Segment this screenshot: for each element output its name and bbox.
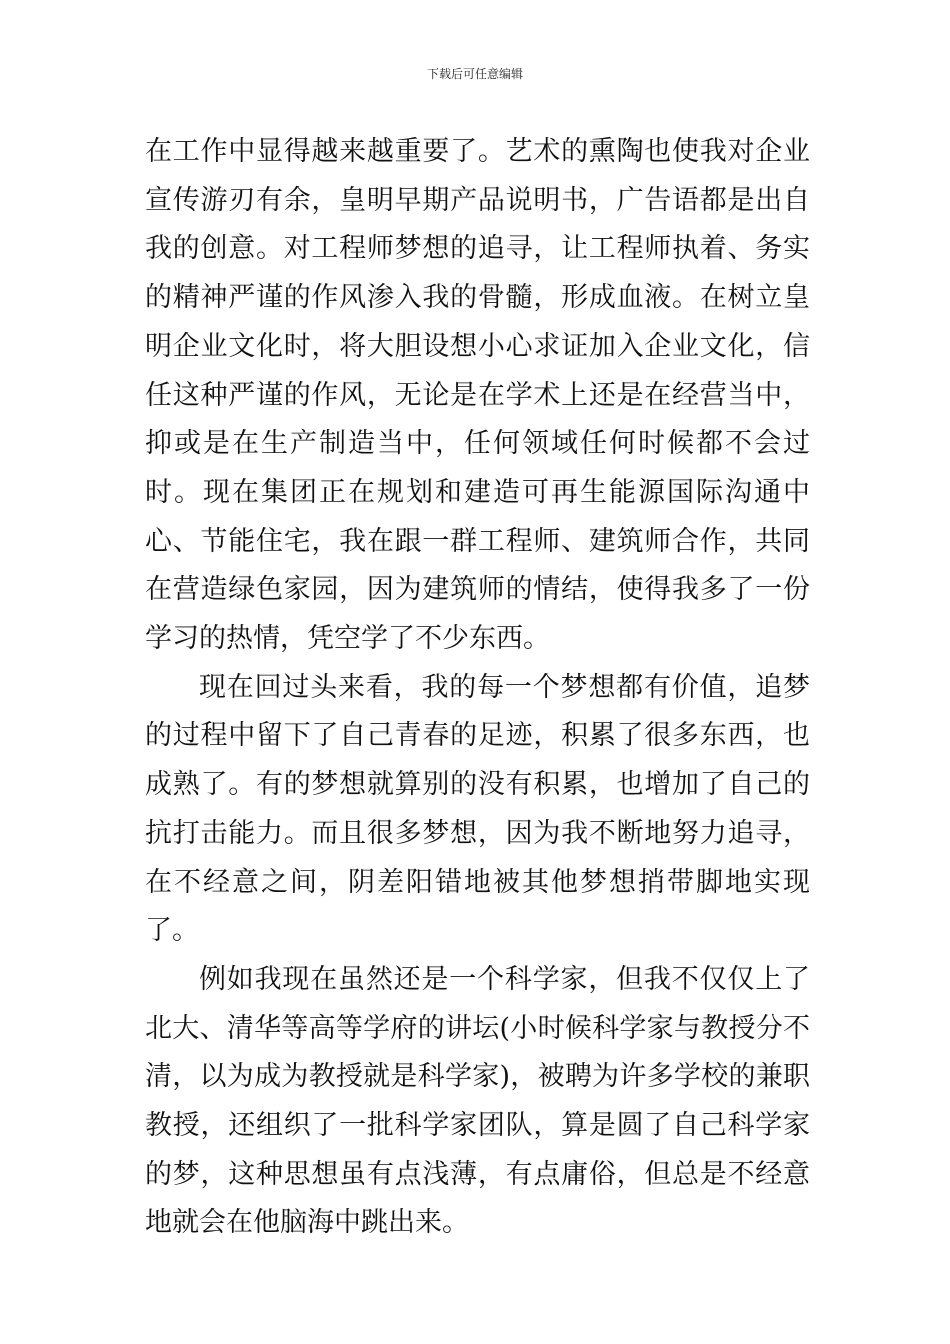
paragraph-2: 现在回过头来看，我的每一个梦想都有价值，追梦的过程中留下了自己青春的足迹，积累了很多东西，也成熟了。有的梦想就算别的没有积累，也增加了自己的抗打击能力。而且很多梦想，因为我不断地努力追寻，在不经意之间，阴差阳错地被其他梦想捎带脚地实现了。 (145, 671, 810, 947)
paragraph-1: 在工作中显得越来越重要了。艺术的熏陶也使我对企业宣传游刃有余，皇明早期产品说明书，广告语都是出自我的创意。对工程师梦想的追寻，让工程师执着、务实的精神严谨的作风渗入我的骨髓，形成血液。在树立皇明企业文化时，将大胆设想小心求证加入企业文化，信任这种严谨的作风，无论是在学术上还是在经营当中，抑或是在生产制造当中，任何领域任何时候都不会过时。现在集团正在规划和建造可再生能源国际沟通中心、节能住宅，我在跟一群工程师、建筑师合作，共同在营造绿色家园，因为建筑师的情结，使得我多了一份学习的热情，凭空学了不少东西。 (145, 136, 810, 655)
page-header: 下载后可任意编辑 (426, 67, 523, 81)
document-body (145, 128, 810, 1248)
paragraph-3: 例如我现在虽然还是一个科学家，但我不仅仅上了北大、清华等高等学府的讲坛(小时候科学家与教授分不清，以为成为教授就是科学家)，被聘为许多学校的兼职教授，还组织了一批科学家团队，算是圆了自己科学家的梦，这种思想虽有点浅薄，有点庸俗，但总是不经意地就会在他脑海中跳出来。 (145, 963, 810, 1239)
